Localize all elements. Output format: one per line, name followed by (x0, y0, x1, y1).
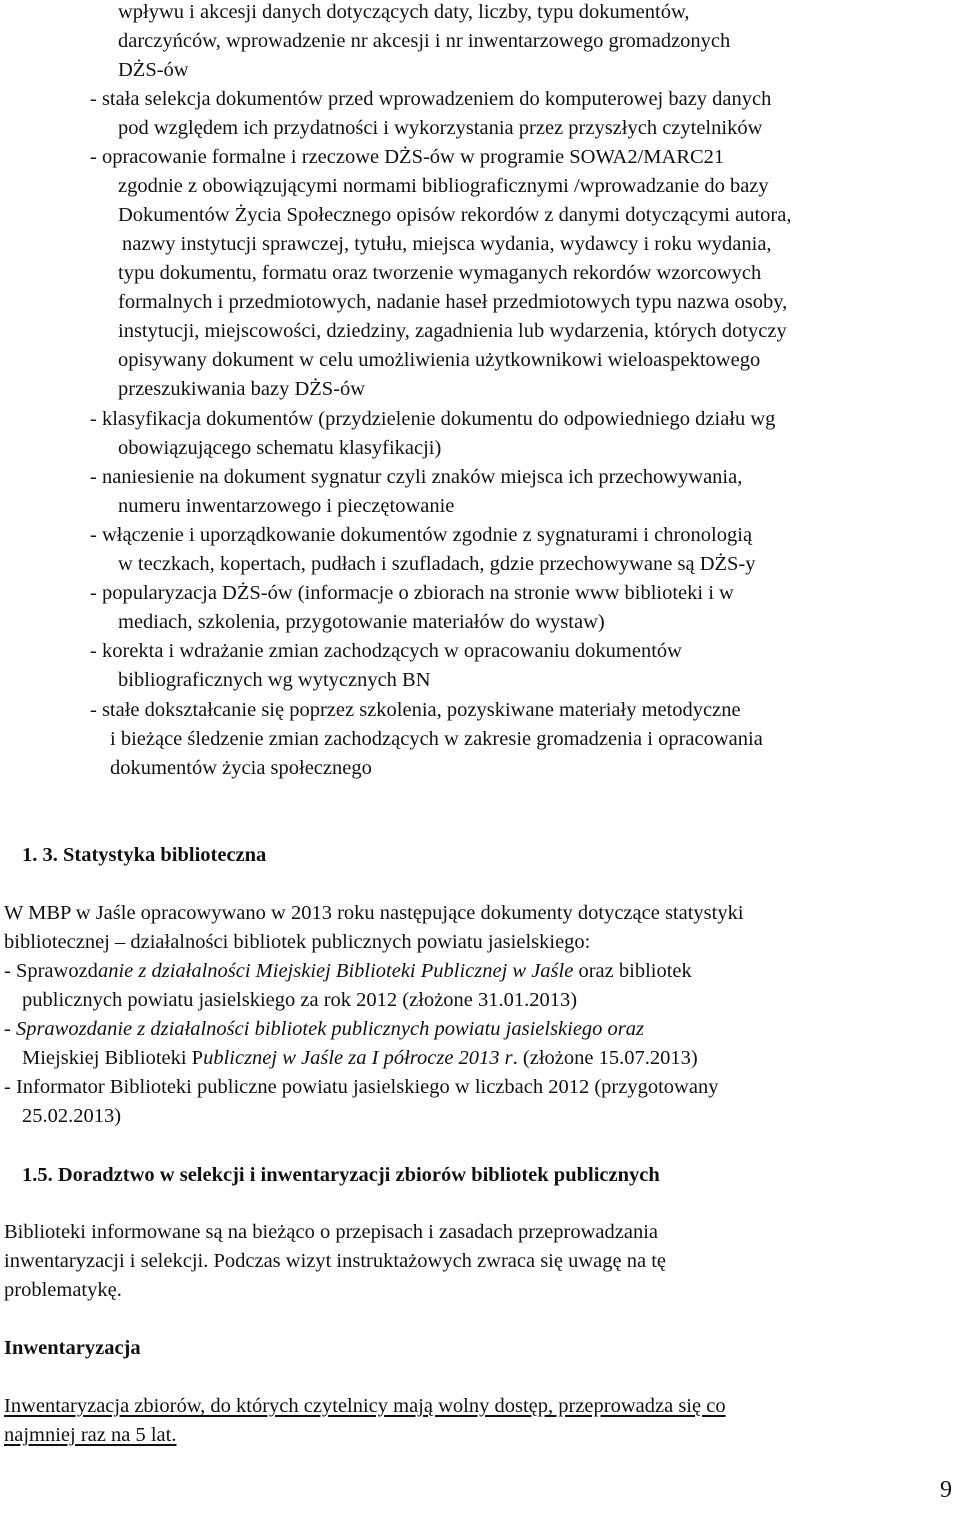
text-run: - Sprawozd (4, 960, 98, 982)
list-line: wpływu i akcesji danych dotyczących daty, liczby, typu dokumentów, (118, 1, 690, 23)
heading-number: 1. 3. (22, 844, 58, 866)
list-line: pod względem ich przydatności i wykorzystania przez przyszłych czytelników (118, 117, 763, 139)
list-item: - popularyzacja DŻS-ów (informacje o zbiorach na stronie www biblioteki i w (90, 582, 734, 604)
list-line: w teczkach, kopertach, pudłach i szufladach, gdzie przechowywane są DŻS-y (118, 553, 756, 575)
list-item: - stałe dokształcanie się poprzez szkolenia, pozyskiwane materiały metodyczne (90, 699, 741, 721)
list-line: 25.02.2013) (22, 1105, 122, 1127)
section-heading-doradztwo (22, 1161, 660, 1190)
list-line: bibliograficznych wg wytycznych BN (118, 669, 431, 691)
list-line: DŻS-ów (118, 59, 189, 81)
list-line: darczyńców, wprowadzenie nr akcesji i nr inwentarzowego gromadzonych (118, 30, 731, 52)
list-line: publicznych powiatu jasielskiego za rok 2012 (złożone 31.01.2013) (22, 989, 578, 1011)
list-line: przeszukiwania bazy DŻS-ów (118, 378, 366, 400)
text-run: . (złożone 15.07.2013) (512, 1047, 698, 1069)
section-heading-statystyka (22, 841, 266, 870)
paragraph-line: Inwentaryzacja zbiorów, do których czytelnicy mają wolny dostęp, przeprowadza się co (4, 1395, 726, 1417)
paragraph-line: inwentaryzacji i selekcji. Podczas wizyt instruktażowych zwraca się uwagę na tę (4, 1250, 666, 1272)
list-line: zgodnie z obowiązującymi normami bibliograficznymi /wprowadzanie do bazy (118, 175, 769, 197)
list-item: - korekta i wdrażanie zmian zachodzących w opracowaniu dokumentów (90, 640, 682, 662)
list-line: i bieżące śledzenie zmian zachodzących w zakresie gromadzenia i opracowania (110, 728, 763, 750)
list-line: typu dokumentu, formatu oraz tworzenie wymaganych rekordów wzorcowych (118, 262, 762, 284)
text-run: oraz bibliotek (573, 960, 692, 982)
paragraph-line: bibliotecznej – działalności bibliotek publicznych powiatu jasielskiego: (4, 931, 591, 953)
list-line: Dokumentów Życia Społecznego opisów rekordów z danymi dotyczącymi autora, (118, 204, 792, 226)
list-item: - włączenie i uporządkowanie dokumentów zgodnie z sygnaturami i chronologią (90, 524, 753, 546)
document-title: ublicznej w Jaśle za I półrocze 2013 r (203, 1047, 513, 1069)
heading-number: 1.5. (22, 1164, 53, 1186)
list-item: - naniesienie na dokument sygnatur czyli znaków miejsca ich przechowywania, (90, 466, 743, 488)
heading-title: Statystyka biblioteczna (63, 844, 267, 866)
text-run: - (4, 1018, 16, 1040)
document-title: anie z działalności Miejskiej Biblioteki Publicznej w Jaśle (97, 960, 574, 982)
document-title: Sprawozdanie z działalności bibliotek publicznych powiatu jasielskiego oraz (15, 1018, 645, 1040)
list-item (4, 1015, 644, 1044)
subheading-inwentaryzacja: Inwentaryzacja (4, 1337, 141, 1359)
paragraph-line: W MBP w Jaśle opracowywano w 2013 roku następujące dokumenty dotyczące statystyki (4, 902, 744, 924)
list-line: dokumentów życia społecznego (110, 757, 372, 779)
paragraph-line: najmniej raz na 5 lat. (4, 1424, 177, 1446)
list-item: - stała selekcja dokumentów przed wprowadzeniem do komputerowej bazy danych (90, 88, 772, 110)
paragraph-line: problematykę. (4, 1279, 122, 1301)
list-line: nazwy instytucji sprawczej, tytułu, miejsca wydania, wydawcy i roku wydania, (122, 233, 772, 255)
list-item (4, 957, 692, 986)
heading-title: Doradztwo w selekcji i inwentaryzacji zbiorów bibliotek publicznych (57, 1164, 660, 1186)
list-line: mediach, szkolenia, przygotowanie materiałów do wystaw) (118, 611, 605, 633)
paragraph-line: Biblioteki informowane są na bieżąco o przepisach i zasadach przeprowadzania (4, 1221, 658, 1243)
list-line: obowiązującego schematu klasyfikacji) (118, 437, 442, 459)
list-line (22, 1044, 698, 1073)
list-item: - opracowanie formalne i rzeczowe DŻS-ów w programie SOWA2/MARC21 (90, 146, 725, 168)
list-item: - Informator Biblioteki publiczne powiatu jasielskiego w liczbach 2012 (przygotowany (4, 1076, 719, 1098)
text-run: Miejskiej Biblioteki P (22, 1047, 204, 1069)
list-line: instytucji, miejscowości, dziedziny, zagadnienia lub wydarzenia, których dotyczy (118, 320, 787, 342)
page-number: 9 (940, 1477, 952, 1503)
list-line: formalnych i przedmiotowych, nadanie haseł przedmiotowych typu nazwa osoby, (118, 291, 788, 313)
list-line: numeru inwentarzowego i pieczętowanie (118, 495, 455, 517)
list-item: - klasyfikacja dokumentów (przydzielenie dokumentu do odpowiedniego działu wg (90, 408, 776, 430)
list-line: opisywany dokument w celu umożliwienia użytkownikowi wieloaspektowego (118, 349, 761, 371)
